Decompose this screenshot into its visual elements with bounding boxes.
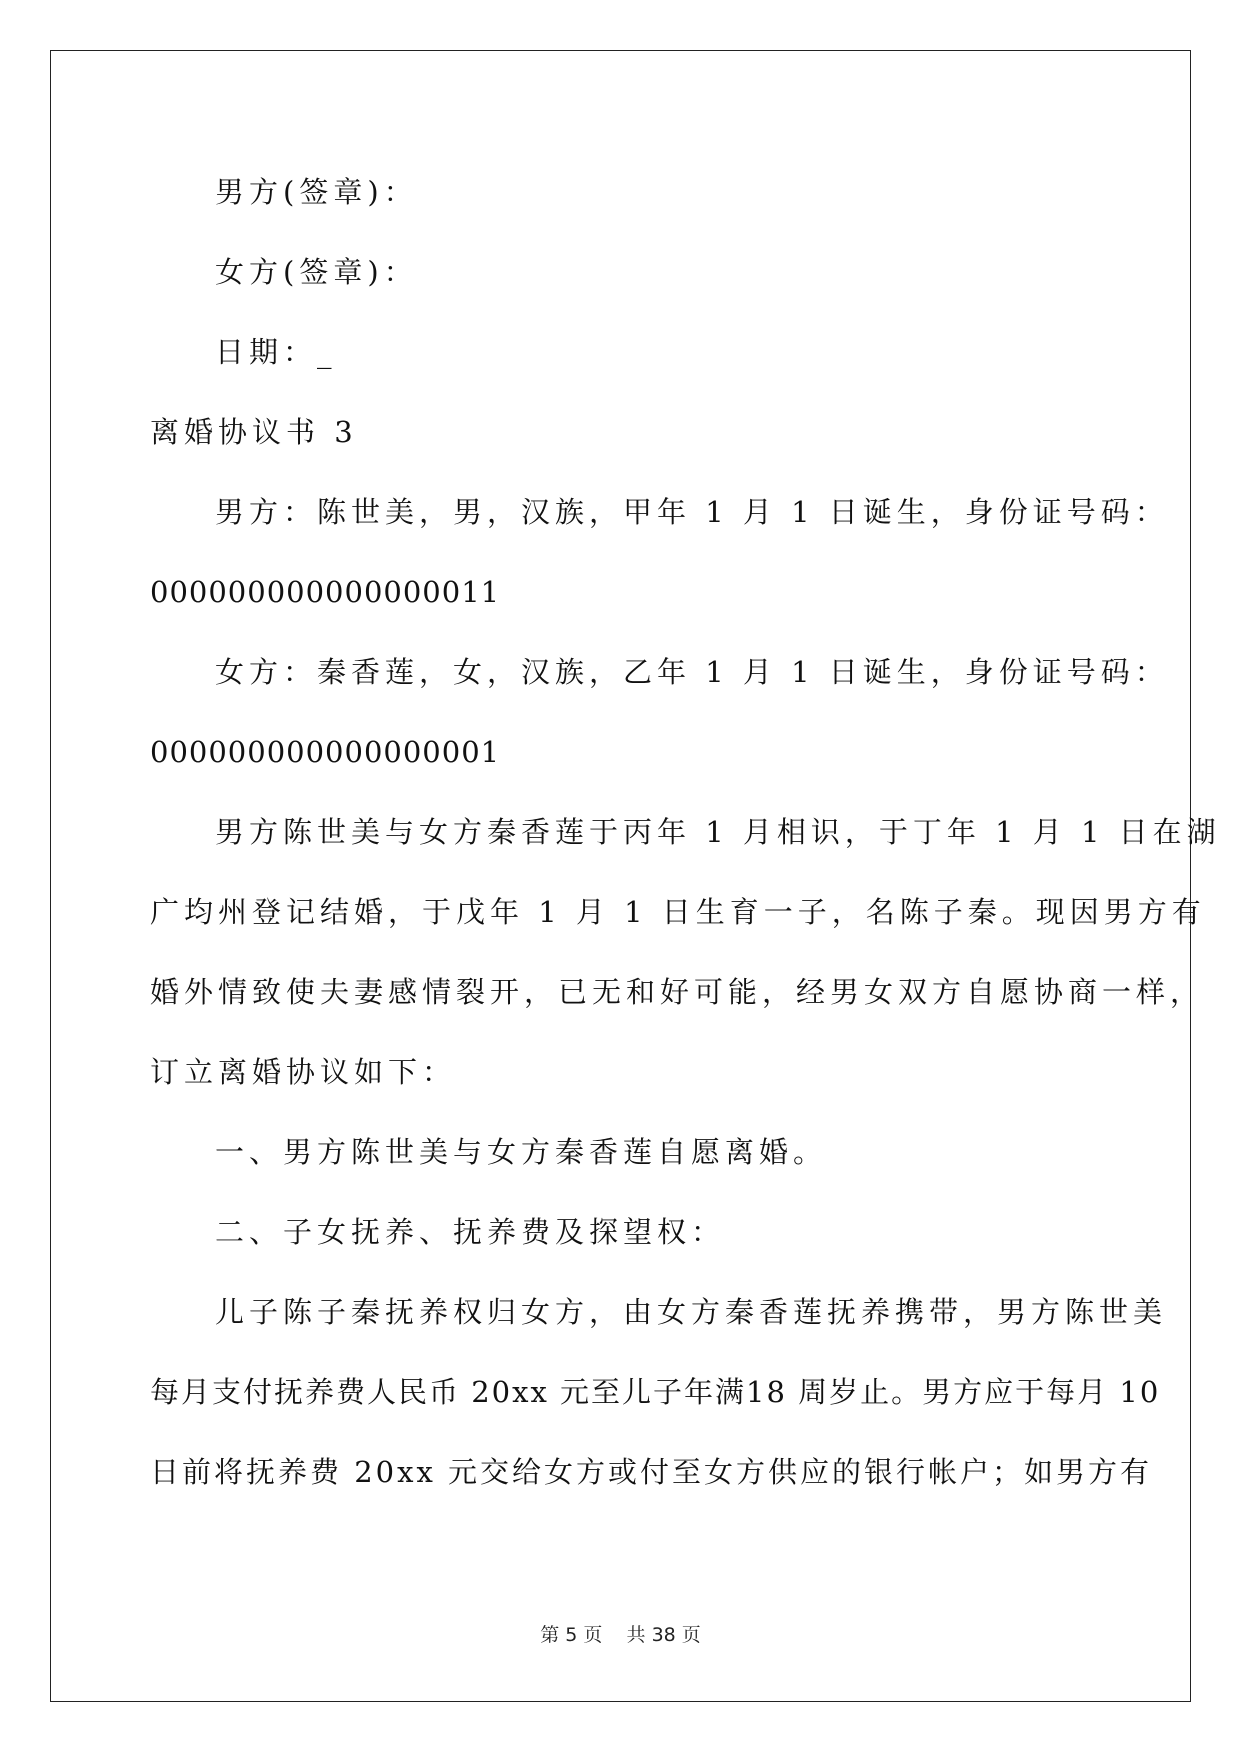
paragraph-line: 婚外情致使夫妻感情裂开，已无和好可能，经男女双方自愿协商一样， xyxy=(150,975,1205,1009)
clause-one: 一、男方陈世美与女方秦香莲自愿离婚。 xyxy=(215,1135,828,1169)
male-id-number: 000000000000000011 xyxy=(150,575,501,609)
female-id-number: 000000000000000001 xyxy=(150,735,501,769)
paragraph-line: 广均州登记结婚，于戊年 1 月 1 日生育一子，名陈子秦。现因男方有 xyxy=(150,895,1206,929)
male-info-line: 男方：陈世美，男，汉族，甲年 1 月 1 日诞生，身份证号码： xyxy=(215,495,1169,529)
female-info-line: 女方：秦香莲，女，汉族，乙年 1 月 1 日诞生，身份证号码： xyxy=(215,655,1169,689)
paragraph-line: 男方陈世美与女方秦香莲于丙年 1 月相识，于丁年 1 月 1 日在湖 xyxy=(215,815,1221,849)
paragraph-line: 订立离婚协议如下： xyxy=(150,1055,457,1089)
clause-two-heading: 二、子女抚养、抚养费及探望权： xyxy=(215,1215,726,1249)
page-number-footer: 第 5 页 共 38 页 xyxy=(540,1624,701,1646)
male-signature-line: 男方(签章)： xyxy=(215,175,418,209)
paragraph-line: 日前将抚养费 20xx 元交给女方或付至女方供应的银行帐户；如男方有 xyxy=(150,1455,1153,1489)
female-signature-line: 女方(签章)： xyxy=(215,255,418,289)
section-title: 离婚协议书 3 xyxy=(150,415,358,449)
date-line: 日期：_ xyxy=(215,335,337,369)
paragraph-line: 儿子陈子秦抚养权归女方，由女方秦香莲抚养携带，男方陈世美 xyxy=(215,1295,1168,1329)
paragraph-line: 每月支付抚养费人民币 20xx 元至儿子年满18 周岁止。男方应于每月 10 xyxy=(150,1375,1161,1409)
